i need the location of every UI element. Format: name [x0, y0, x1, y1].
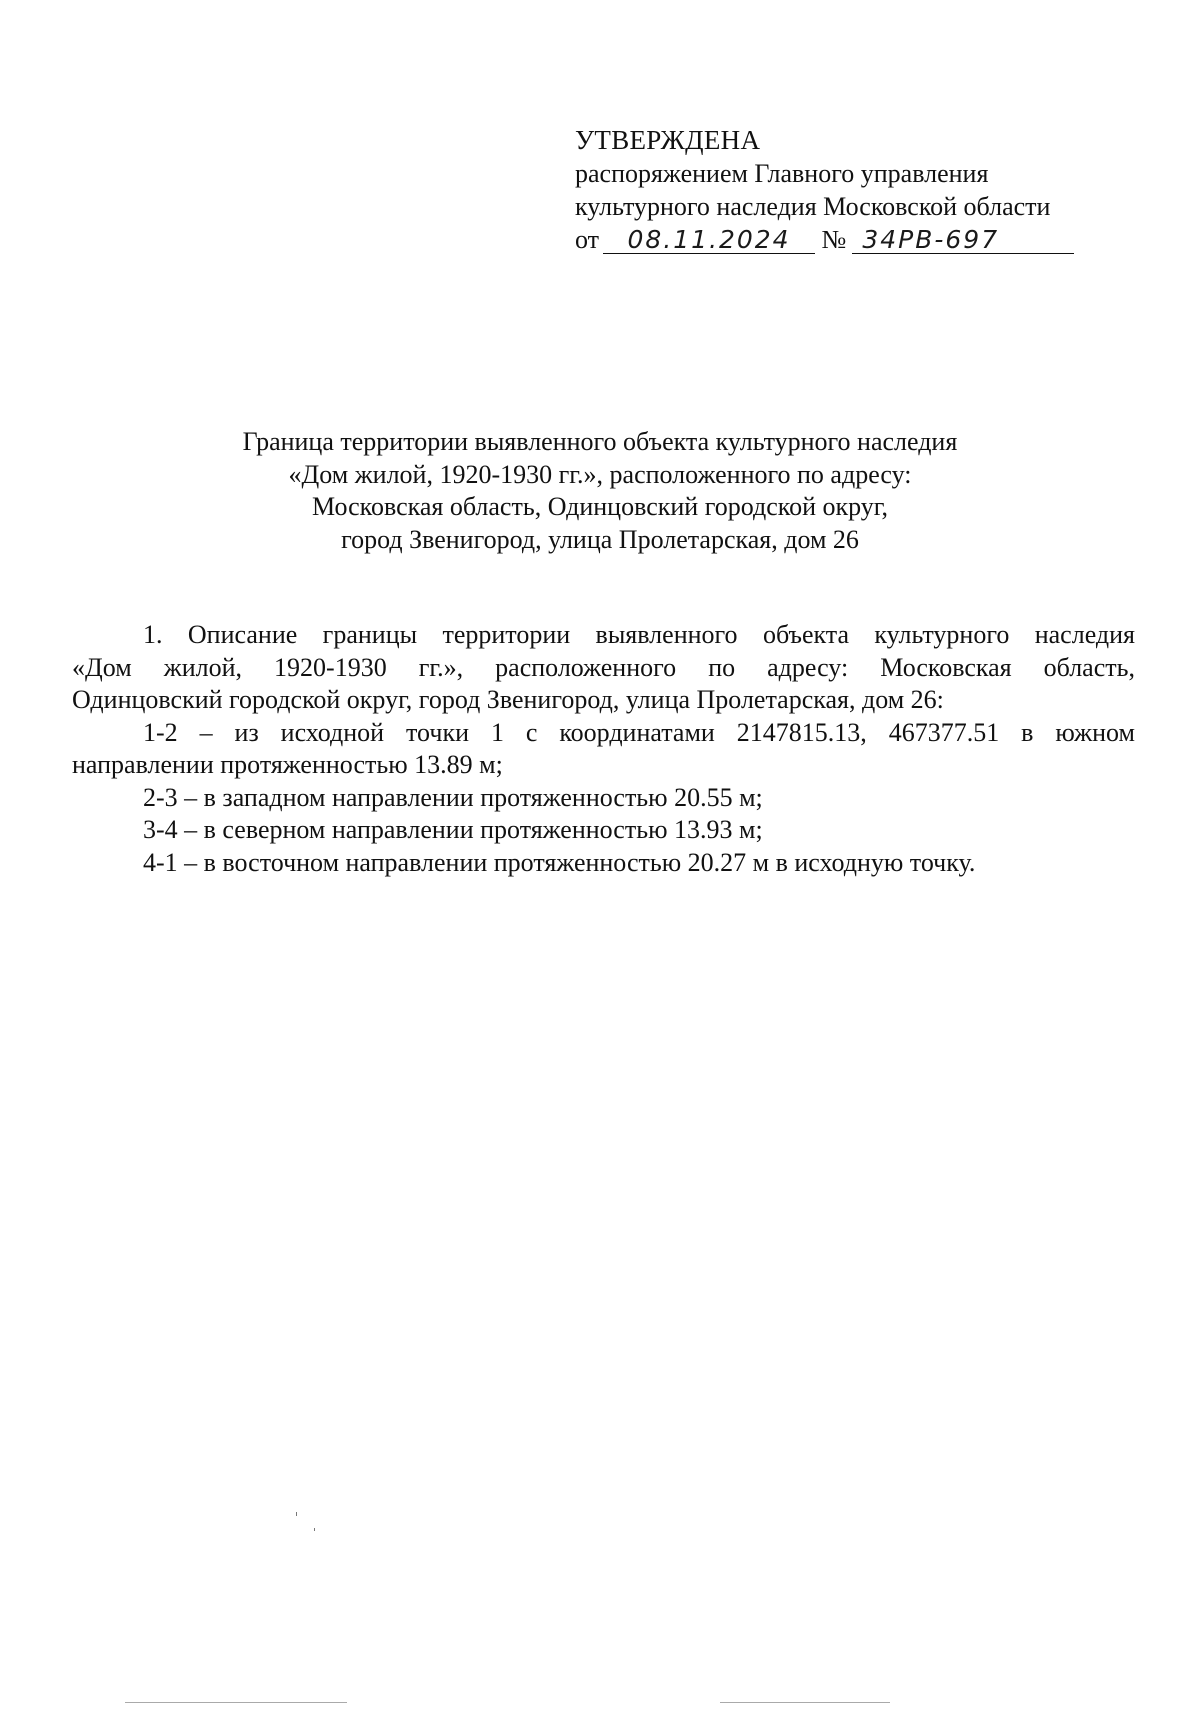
approval-line-1: распоряжением Главного управления	[575, 159, 989, 188]
title-line-3: Московская область, Одинцовский городской округ,	[311, 492, 889, 521]
paragraph-segment-1-2	[72, 717, 1135, 782]
paragraph-segment-2-3	[72, 782, 1135, 815]
segment-1-2-line-1: 1-2 – из исходной точки 1 с координатами 2147815.13, 467377.51 в южном	[143, 717, 1135, 747]
approval-date-number-line	[575, 223, 1135, 256]
approval-number-field	[852, 227, 1074, 254]
approval-line-2: культурного наследия Московской области	[575, 192, 1051, 221]
segment-1-2-line-2: направлении протяженностью 13.89 м;	[72, 750, 503, 779]
segment-4-1-text: 4-1 – в восточном направлении протяженностью 20.27 м в исходную точку.	[143, 847, 976, 877]
title-line-1: Граница территории выявленного объекта культурного наследия	[242, 427, 958, 456]
paragraph-segment-4-1	[72, 847, 1135, 880]
scan-edge-mark	[125, 1702, 347, 1703]
approval-date-handwritten: 08.11.2024	[627, 225, 791, 254]
approval-number-handwritten: 34РВ-697	[862, 225, 1000, 254]
scan-edge-mark	[720, 1702, 890, 1703]
title-line-4: город Звенигород, улица Пролетарская, дом 26	[341, 524, 859, 554]
paragraph-segment-3-4	[72, 814, 1135, 847]
document-body	[72, 619, 1135, 879]
title-line-2: «Дом жилой, 1920-1930 гг.», расположенного по адресу:	[288, 459, 912, 489]
paragraph-description	[72, 619, 1135, 717]
segment-2-3-text: 2-3 – в западном направлении протяженностью 20.55 м;	[143, 782, 763, 812]
paragraph-description-line-2: «Дом жилой, 1920-1930 гг.», расположенного по адресу: Московская область,	[72, 652, 1135, 682]
document-title	[100, 426, 1100, 556]
approval-date-field	[603, 227, 815, 254]
scan-speck	[296, 1512, 297, 1516]
paragraph-description-line-1: 1. Описание границы территории выявленного объекта культурного наследия	[143, 620, 1135, 649]
scan-speck	[314, 1528, 315, 1531]
approval-from-label: от	[575, 225, 600, 254]
approval-heading: УТВЕРЖДЕНА	[575, 125, 761, 155]
paragraph-description-line-3: Одинцовский городской округ, город Звенигород, улица Пролетарская, дом 26:	[72, 685, 944, 714]
segment-3-4-text: 3-4 – в северном направлении протяженностью 13.93 м;	[143, 815, 763, 844]
approval-number-sign: №	[821, 225, 847, 254]
approval-block	[575, 124, 1135, 256]
